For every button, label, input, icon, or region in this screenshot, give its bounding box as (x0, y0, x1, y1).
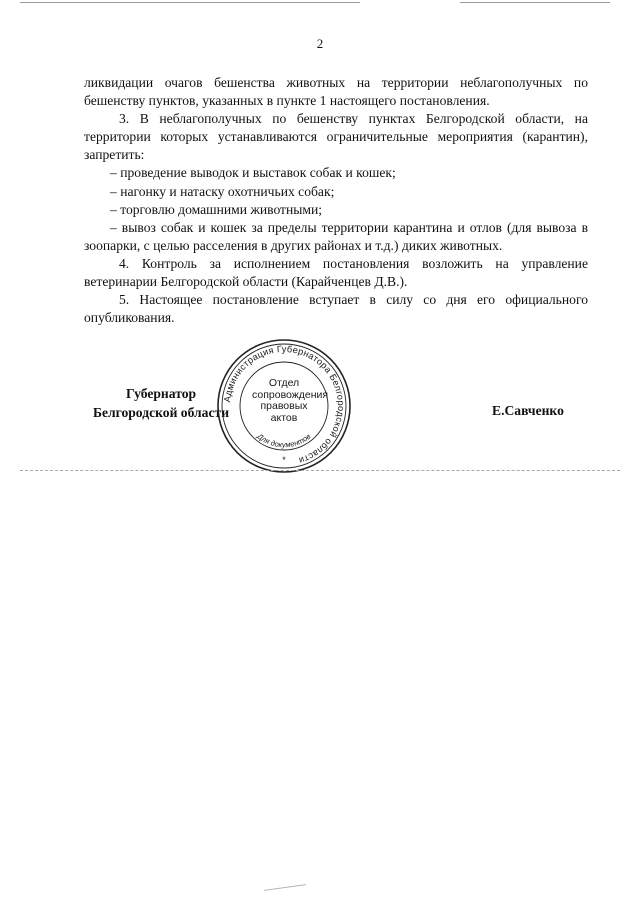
seal-center-line: сопровождения (252, 388, 329, 401)
scan-artifact (264, 884, 306, 891)
list-item: – нагонку и натаску охотничьих собак; (110, 183, 335, 199)
signature-title-line: Белгородской области (92, 404, 230, 420)
paragraph-item-5: 5. Настоящее постановление вступает в силу со дня его официального опубликования. (84, 292, 588, 326)
seal-star: * (282, 455, 286, 465)
paragraph-item-3: 3. В неблагополучных по бешенству пунктах Белгородской области, на территории которых устанавливаются ограничительные мероприятия (карантин), запретить: (84, 111, 588, 163)
paragraph-item-4: 4. Контроль за исполнением постановления возложить на управление ветеринарии Белгородской области (Карайченцев Д.В.). (84, 255, 588, 290)
document-body (84, 74, 588, 327)
list-item: – проведение выводок и выставок собак и кошек; (110, 165, 396, 181)
seal-center-line: Отдел (268, 377, 300, 389)
list-item: – вывоз собак и кошек за пределы территории карантина и отлов (для вывоза в зоопарки, с целью расселения в других районах и т.д.) диких животных. (84, 219, 588, 253)
seal-center-line: правовых (260, 400, 308, 412)
svg-text:Для документов (255, 431, 313, 449)
list-item: – торговлю домашними животными; (110, 201, 323, 217)
top-scan-line (20, 2, 360, 3)
page-number: 2 (316, 36, 324, 51)
seal-center-line: актов (270, 411, 298, 424)
top-scan-line-right (460, 2, 610, 3)
seal-ring-text: Администрация Губернатора Белгородской области (222, 343, 347, 466)
page-divider (20, 470, 620, 471)
paragraph-continuation: ликвидации очагов бешенства животных на территории неблагополучных по бешенству пунктов, указанных в пункте 1 настоящего постановления. (84, 75, 588, 109)
signatory-name: Е.Савченко (492, 403, 564, 418)
signature-title-line: Губернатор (125, 386, 197, 401)
signature-title (86, 385, 236, 422)
seal-center-text (252, 377, 329, 424)
seal-bottom-text: Для документов (255, 431, 313, 450)
